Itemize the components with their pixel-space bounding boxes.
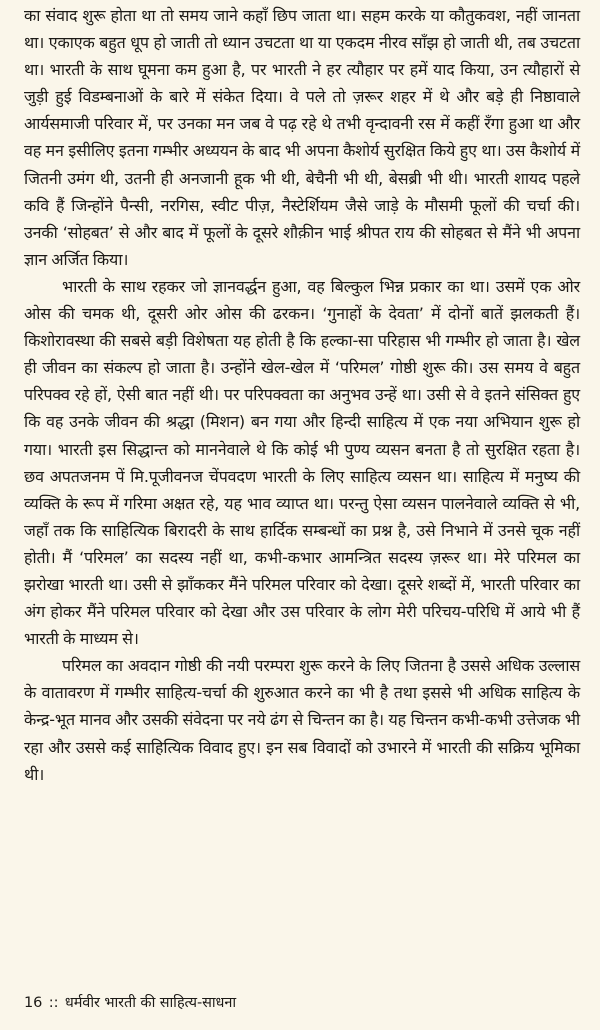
footer-separator: :: — [48, 995, 59, 1011]
paragraph-2: भारती के साथ रहकर जो ज्ञानवर्द्धन हुआ, वह बिल्कुल भिन्न प्रकार का था। उसमें एक ओर ओस की चमक थी, दूसरी ओर ओस की ढरकन। ‘गुनाहों के देवता’ में दोनों बातें झलकती हैं। किशोरावस्था की सबसे बड़ी विशेषता यह होती है कि हल्का-सा परिहास भी गम्भीर हो जाता है। खेल ही जीवन का संकल्प हो जाता है। उन्होंने खेल-खेल में ‘परिमल’ गोष्ठी शुरू की। उस समय वे बहुत परिपक्व रहे हों, ऐसी बात नहीं थी। पर परिपक्वता का अनुभव उन्हें था। उसी से वे इतने संसिक्त हुए कि वह उनके जीवन की श्रद्धा (मिशन) बन गया और हिन्दी साहित्य में एक नया अभियान शुरू हो गया। भारती इस सिद्धान्त को माननेवाले थे कि कोई भी पुण्य व्यसन बनता है तो सुरक्षित रहता है। छव अपतजनम पें मि.पूजीवनज चेंपवदण भारती के लिए साहित्य व्यसन था। साहित्य में मनुष्य की व्यक्ति के रूप में गरिमा अक्षत रहे, यह भाव व्याप्त था। परन्तु ऐसा व्यसन पालनेवाले व्यक्ति से भी, जहाँ तक कि साहित्यिक बिरादरी के साथ हार्दिक सम्बन्धों का प्रश्न है, उसे निभाने में उनसे चूक नहीं होती। मैं ‘परिमल’ का सदस्य नहीं था, कभी-कभार आमन्त्रित सदस्य ज़रूर था। मेरे परिमल का झरोखा भारती था। उसी से झाँककर मैंने परिमल परिवार को देखा। दूसरे शब्दों में, भारती परिवार का अंग होकर मैंने परिमल परिवार को देखा और उस परिवार के लोग मेरी परिचय-परिधि में आये भी हैं भारती के माध्यम से। — [24, 276, 580, 649]
page-number: 16 — [24, 995, 43, 1011]
paragraph-3: परिमल का अवदान गोष्ठी की नयी परम्परा शुरू करने के लिए जितना है उससे अधिक उल्लास के वातावरण में गम्भीर साहित्य-चर्चा की शुरुआत करने का भी है तथा इससे भी अधिक साहित्य के केन्द्र-भूत मानव और उसकी संवेदना पर नये ढंग से चिन्तन का है। यह चिन्तन कभी-कभी उत्तेजक भी रहा और उससे कई साहित्यिक विवाद हुए। इन सब विवादों को उभारने में भारती की सक्रिय भूमिका थी। — [24, 656, 580, 784]
book-title: धर्मवीर भारती की साहित्य-साधना — [64, 995, 237, 1011]
body-text — [24, 2, 580, 788]
paragraph-1: का संवाद शुरू होता था तो समय जाने कहाँ छिप जाता था। सहम करके या कौतुकवश, नहीं जानता था। एकाएक बहुत धूप हो जाती तो ध्यान उचटता था या एकदम नीरव साँझ हो जाती थी, तब उचटता था। भारती के साथ घूमना कम हुआ है, पर भारती ने हर त्यौहार पर हमें याद किया, उन त्यौहारों से जुड़ी हुई विडम्बनाओं के बारे में संकेत दिया। वे पले तो ज़रूर शहर में थे और बड़े ही निष्ठावाले आर्यसमाजी परिवार में, पर उनका मन जब वे पढ़ रहे थे तभी वृन्दावनी रस में कहीं रँगा हुआ था और वह मन इसीलिए इतना गम्भीर अध्ययन के बाद भी अपना कैशोर्य सुरक्षित किये हुए था। उस कैशोर्य में जितनी उमंग थी, उतनी ही अनजानी हूक भी थी, बेचैनी भी थी, बेसब्री भी थी। भारती शायद पहले कवि हैं जिन्होंने पैन्सी, नरगिस, स्वीट पीज़, नैस्टेर्शियम जैसे जाड़े के मौसमी फूलों की चर्चा की। उनकी ‘सोहबत’ से और बाद में फूलों के दूसरे शौक़ीन भाई श्रीपत राय की सोहबत से मैंने भी अपना ज्ञान अर्जित किया। — [24, 6, 580, 269]
page-footer — [24, 992, 236, 1012]
